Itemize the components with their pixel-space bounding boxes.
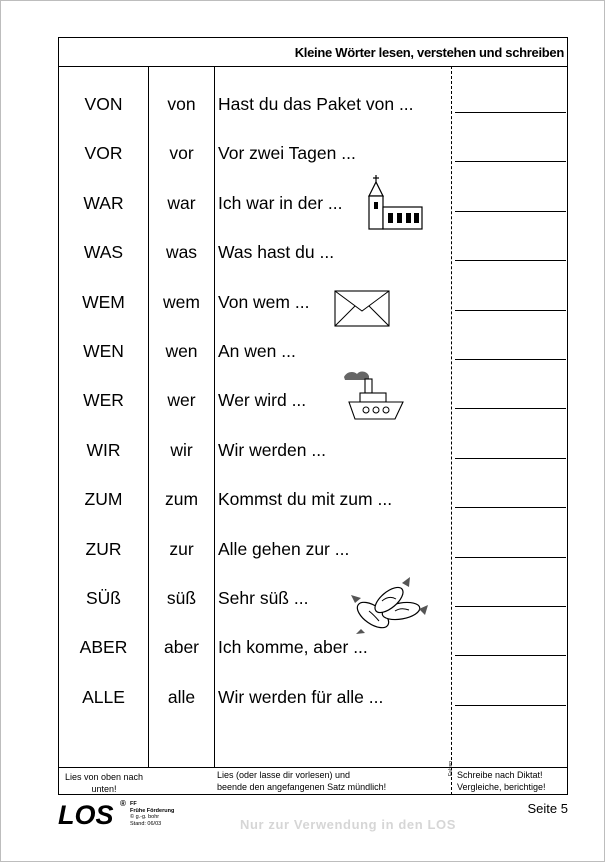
row-word-lower: aber	[163, 637, 200, 658]
instruction-dictation-line-1: Schreibe nach Diktat!	[457, 770, 543, 780]
fold-label: Falzen	[448, 760, 454, 776]
row-word-lower: wer	[167, 390, 196, 411]
row-sentence: Sehr süß ...	[218, 588, 309, 608]
row-word-upper: WAR	[83, 192, 124, 213]
row-word-upper: WIR	[86, 439, 121, 460]
row-word-upper: ZUR	[85, 538, 122, 559]
instruction-read: Lies von oben nach unten!	[64, 772, 144, 794]
writing-line[interactable]	[455, 260, 566, 261]
row-sentence: Wer wird ...	[218, 390, 307, 411]
writing-line[interactable]	[455, 655, 566, 656]
instruction-complete-line-1: Lies (oder lasse dir vorlesen) und	[217, 770, 351, 780]
instruction-dictation-line-2: Vergleiche, berichtige!	[457, 781, 546, 792]
writing-line[interactable]	[455, 408, 566, 409]
row-sentence: Was hast du ...	[218, 242, 335, 263]
writing-line[interactable]	[455, 211, 566, 212]
writing-line[interactable]	[455, 458, 566, 459]
fold-line	[451, 66, 452, 795]
writing-line[interactable]	[455, 705, 566, 706]
row-word-upper: ABER	[79, 637, 128, 658]
row-word-upper: WEN	[83, 341, 124, 361]
ship-icon	[341, 368, 411, 426]
envelope-icon	[334, 290, 390, 327]
row-sentence: Alle gehen zur ...	[218, 538, 350, 559]
row-sentence: Hast du das Paket von ...	[218, 94, 414, 114]
row-sentence: An wen ...	[218, 341, 296, 361]
row-word-lower: wir	[170, 439, 193, 460]
row-sentence: Wir werden ...	[218, 439, 326, 460]
writing-line[interactable]	[455, 112, 566, 113]
row-word-upper: VOR	[84, 143, 123, 164]
row-sentence: Ich war in der ...	[218, 192, 343, 213]
row-word-lower: von	[167, 94, 196, 114]
page-number: Seite 5	[527, 801, 568, 816]
row-sentence: Ich komme, aber ...	[218, 637, 368, 658]
los-logo	[58, 798, 175, 835]
logo-subtitle: Frühe Förderung	[130, 807, 175, 814]
worksheet-title: Kleine Wörter lesen, verstehen und schreiben	[59, 38, 567, 67]
church-icon	[366, 172, 424, 230]
row-sentence: Wir werden für alle ...	[218, 686, 384, 707]
worksheet	[58, 37, 568, 795]
writing-line[interactable]	[455, 161, 566, 162]
row-word-lower: süß	[166, 588, 197, 608]
instruction-complete-line-2: beende den angefangenen Satz mündlich!	[217, 781, 387, 792]
candy-icon	[349, 573, 429, 635]
logo-stand: Stand: 06/03	[130, 820, 162, 827]
row-word-lower: wem	[163, 291, 200, 312]
writing-line[interactable]	[455, 557, 566, 558]
writing-line[interactable]	[455, 606, 566, 607]
logo-imprint	[130, 801, 174, 827]
divider-col-2	[214, 66, 215, 767]
footer-divider	[59, 767, 567, 768]
row-word-lower: alle	[167, 686, 196, 707]
row-word-upper: ALLE	[82, 686, 125, 707]
row-word-upper: WEM	[82, 291, 125, 312]
writing-line[interactable]	[455, 359, 566, 360]
row-word-lower: zur	[169, 538, 194, 559]
row-word-upper: VON	[84, 94, 123, 114]
registered-mark: ®	[120, 799, 126, 808]
logo-ff: FF	[130, 801, 137, 807]
divider-col-1	[148, 66, 149, 767]
row-word-upper: WAS	[83, 242, 124, 263]
row-word-lower: vor	[169, 143, 194, 164]
row-word-upper: WER	[83, 390, 124, 411]
instruction-complete	[217, 770, 449, 793]
row-word-lower: wen	[165, 341, 198, 361]
writing-line[interactable]	[455, 507, 566, 508]
row-sentence: Vor zwei Tagen ...	[218, 143, 356, 164]
logo-text: LOS	[58, 800, 114, 830]
row-word-upper: ZUM	[84, 489, 123, 510]
row-word-upper: SÜß	[86, 588, 121, 608]
logo-author: © g.-g. bohr	[130, 814, 160, 820]
row-word-lower: was	[165, 242, 198, 263]
writing-line[interactable]	[455, 310, 566, 311]
row-sentence: Kommst du mit zum ...	[218, 489, 393, 510]
row-word-lower: war	[167, 192, 196, 213]
watermark: Nur zur Verwendung in den LOS	[240, 817, 457, 832]
row-word-lower: zum	[164, 489, 199, 510]
instruction-dictation	[457, 770, 569, 793]
row-sentence: Von wem ...	[218, 291, 310, 312]
